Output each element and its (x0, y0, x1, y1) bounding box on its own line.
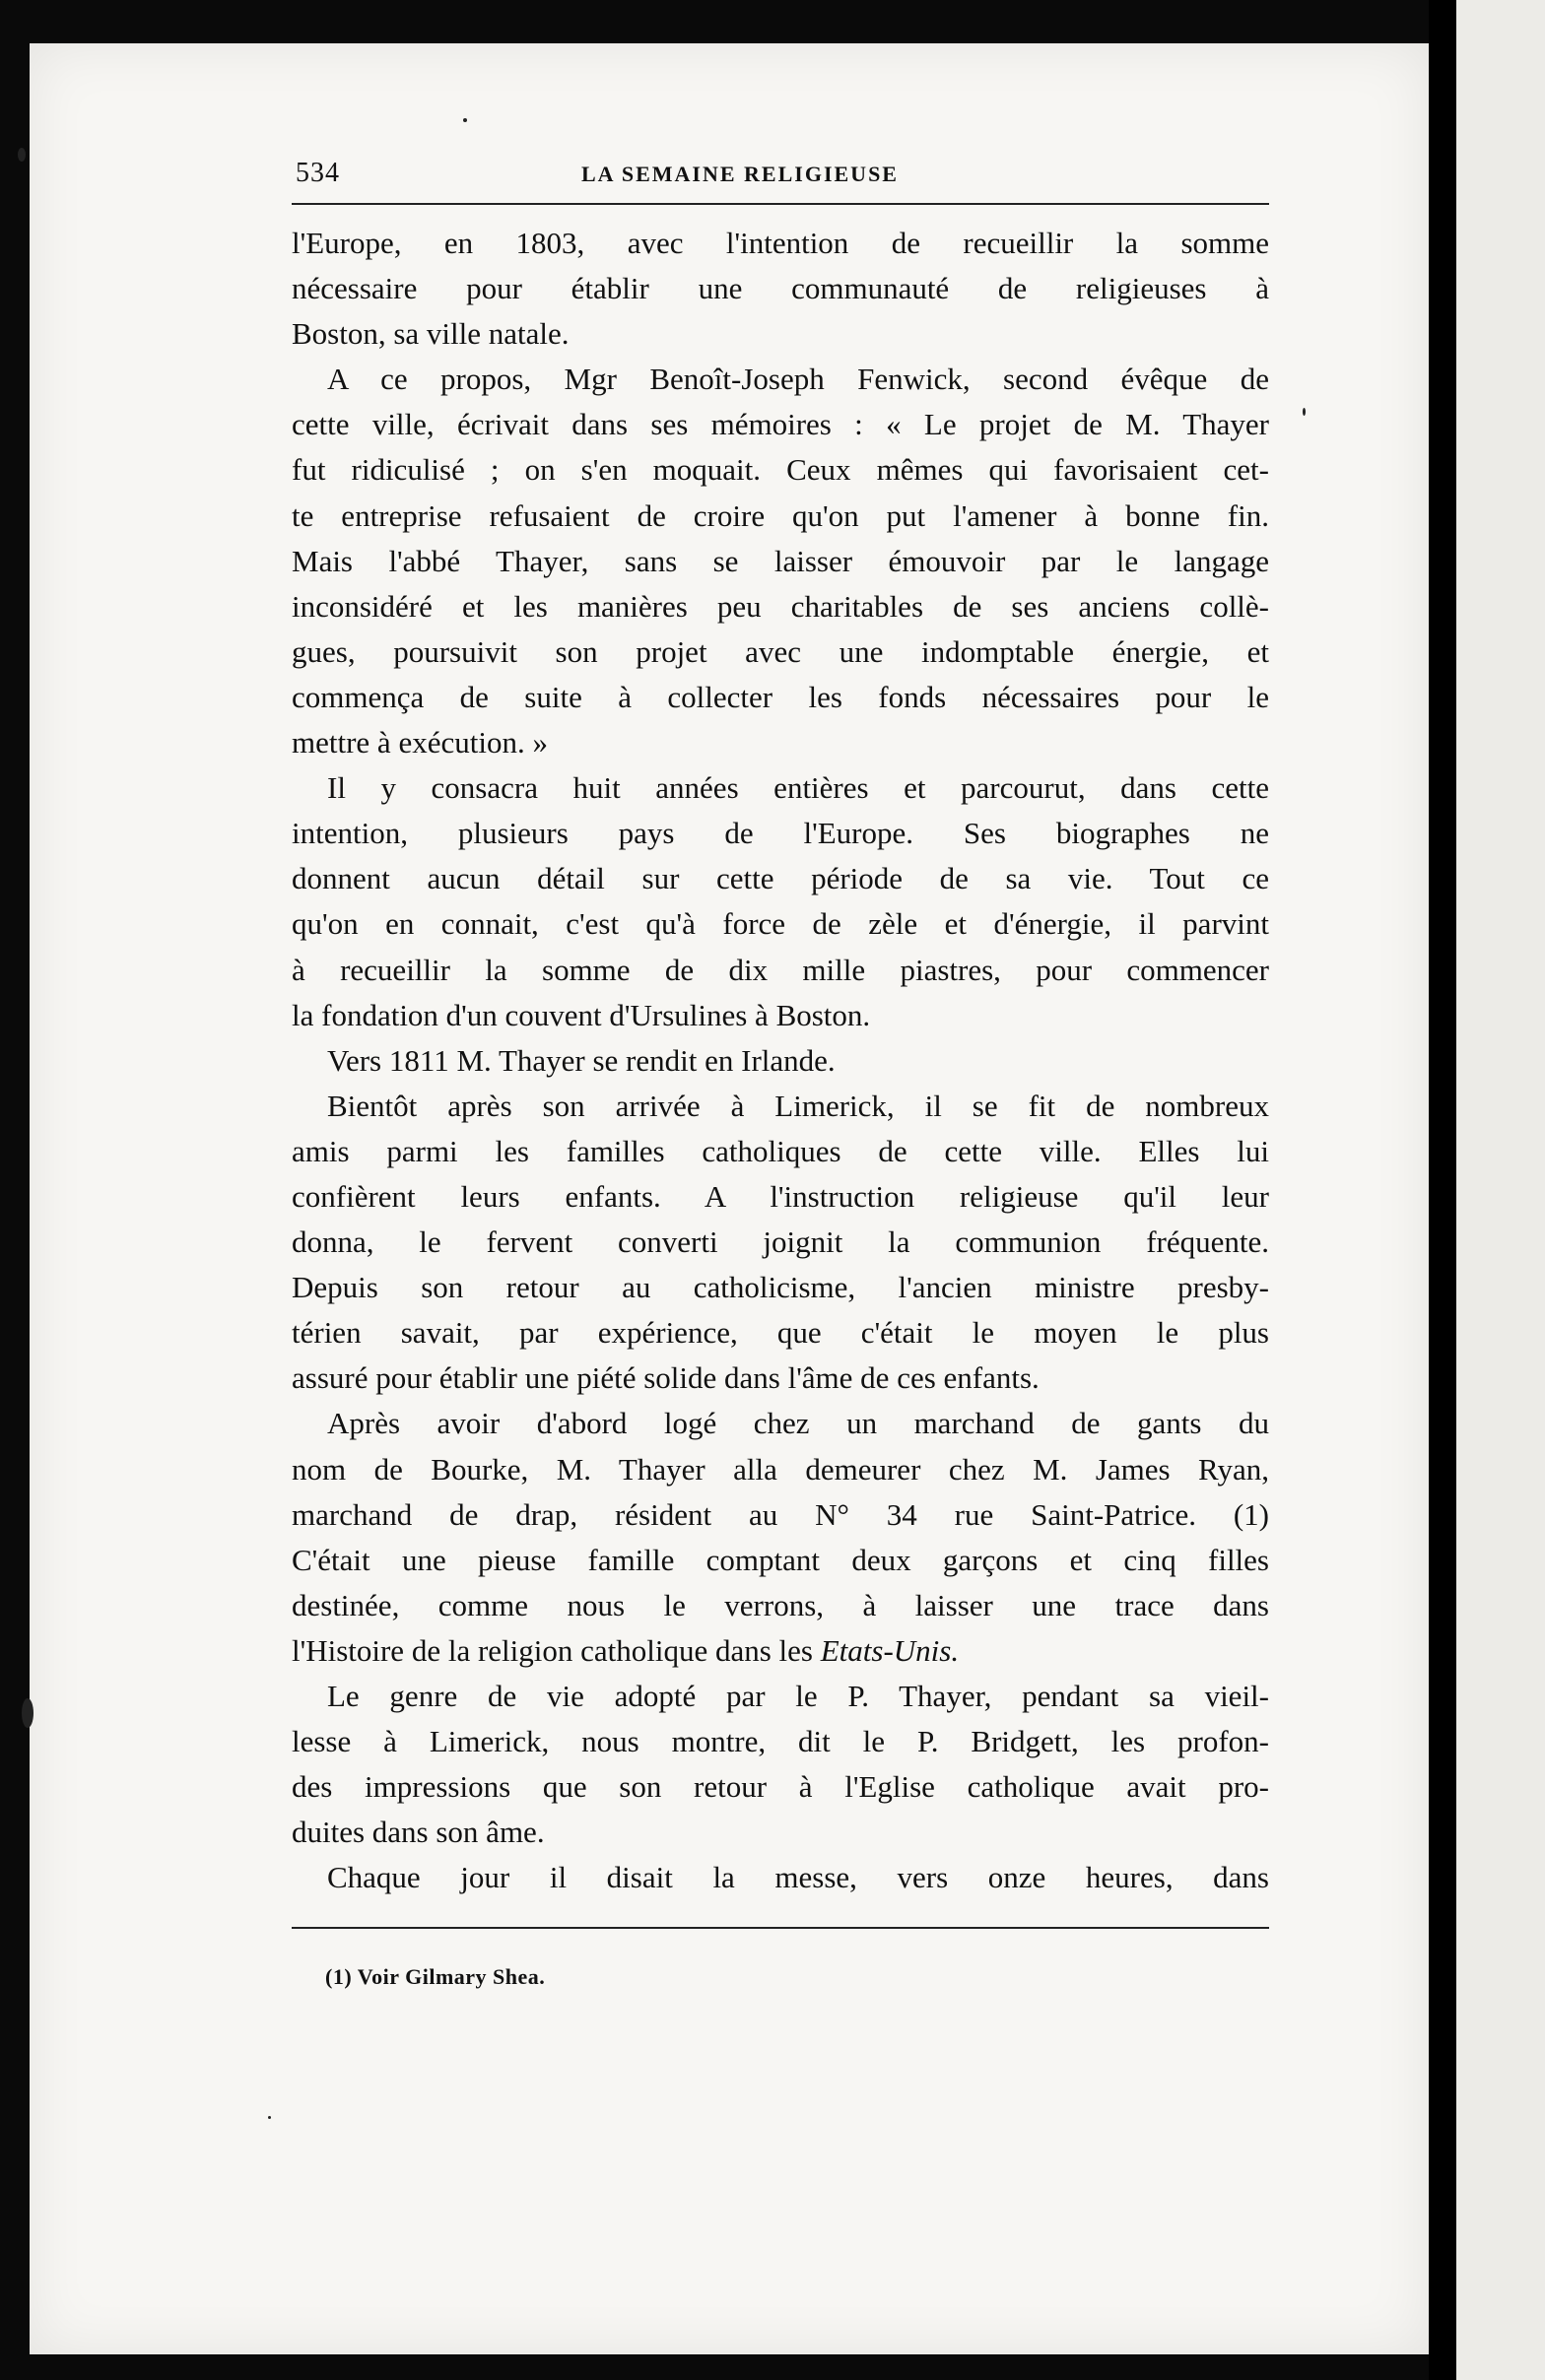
text-line: assuré pour établir une piété solide dans l'âme de ces enfants. (292, 1360, 1040, 1396)
scan-speck (1303, 408, 1306, 416)
header-rule (292, 203, 1269, 205)
text-line: C'était une pieuse famille comptant deux garçons et cinq filles (292, 1542, 1269, 1577)
text-line: intention, plusieurs pays de l'Europe. Ses biographes ne (292, 816, 1269, 851)
text-line: Depuis son retour au catholicisme, l'ancien ministre presby- (292, 1270, 1269, 1305)
text-line: Vers 1811 M. Thayer se rendit en Irlande. (327, 1042, 836, 1078)
body-text (292, 221, 1269, 1900)
text-line: amis parmi les familles catholiques de cette ville. Elles lui (292, 1133, 1269, 1168)
scan-speck (463, 118, 467, 122)
text-line: térien savait, par expérience, que c'était le moyen le plus (292, 1315, 1269, 1351)
text-line: nom de Bourke, M. Thayer alla demeurer chez M. James Ryan, (292, 1451, 1269, 1487)
text-line: Boston, sa ville natale. (292, 316, 570, 352)
page-number: 534 (296, 158, 340, 188)
text-line: lesse à Limerick, nous montre, dit le P. Bridgett, les profon- (292, 1724, 1269, 1759)
text-line: confièrent leurs enfants. A l'instruction religieuse qu'il leur (292, 1178, 1269, 1214)
scan-speck (22, 1698, 34, 1728)
text-line: marchand de drap, résident au N° 34 rue Saint-Patrice. (1) (292, 1496, 1269, 1532)
text-line: gues, poursuivit son projet avec une indomptable énergie, et (292, 633, 1269, 669)
text-line: Il y consacra huit années entières et parcourut, dans cette (327, 770, 1269, 806)
text-line: Chaque jour il disait la messe, vers onze heures, dans (327, 1860, 1269, 1895)
text-line: à recueillir la somme de dix mille piastres, pour commencer (292, 952, 1269, 987)
text-fragment: l'Histoire de la religion catholique dans les (292, 1632, 813, 1668)
text-line: destinée, comme nous le verrons, à laisser une trace dans (292, 1587, 1269, 1622)
text-line: duites dans son âme. (292, 1815, 545, 1850)
text-line: qu'on en connait, c'est qu'à force de zèle et d'énergie, il parvint (292, 906, 1269, 942)
text-line: inconsidéré et les manières peu charitables de ses anciens collè- (292, 588, 1269, 624)
text-line: la fondation d'un couvent d'Ursulines à Boston. (292, 997, 871, 1032)
scan-speck (18, 148, 26, 162)
footnote-rule (292, 1927, 1269, 1929)
text-line: Bientôt après son arrivée à Limerick, il se fit de nombreux (327, 1088, 1269, 1123)
text-line: nécessaire pour établir une communauté de religieuses à (292, 271, 1269, 306)
text-line: commença de suite à collecter les fonds nécessaires pour le (292, 679, 1269, 714)
text-line: donna, le fervent converti joignit la communion fréquente. (292, 1224, 1269, 1260)
page-header (296, 158, 1271, 197)
scan-speck (268, 2116, 271, 2119)
text-line: te entreprise refusaient de croire qu'on put l'amener à bonne fin. (292, 497, 1269, 533)
footnote: (1) Voir Gilmary Shea. (325, 1964, 546, 1989)
italic-text: Etats-Unis. (820, 1632, 960, 1668)
running-title: LA SEMAINE RELIGIEUSE (581, 162, 899, 186)
page-gutter (1429, 0, 1456, 2380)
text-line: fut ridiculisé ; on s'en moquait. Ceux mêmes qui favorisaient cet- (292, 452, 1269, 488)
text-line: Après avoir d'abord logé chez un marchand de gants du (327, 1406, 1269, 1441)
text-line: mettre à exécution. » (292, 725, 548, 760)
text-line: l'Europe, en 1803, avec l'intention de recueillir la somme (292, 226, 1269, 260)
text-line: cette ville, écrivait dans ses mémoires : « Le projet de M. Thayer (292, 407, 1269, 442)
text-line: Mais l'abbé Thayer, sans se laisser émouvoir par le langage (292, 543, 1269, 578)
text-line: A ce propos, Mgr Benoît-Joseph Fenwick, second évêque de (327, 362, 1269, 397)
adjacent-page-edge (1456, 0, 1545, 2380)
text-line: des impressions que son retour à l'Eglise catholique avait pro- (292, 1769, 1269, 1805)
text-line (292, 1628, 1269, 1674)
text-line: Le genre de vie adopté par le P. Thayer, pendant sa vieil- (327, 1679, 1269, 1713)
text-line: donnent aucun détail sur cette période de sa vie. Tout ce (292, 861, 1269, 896)
